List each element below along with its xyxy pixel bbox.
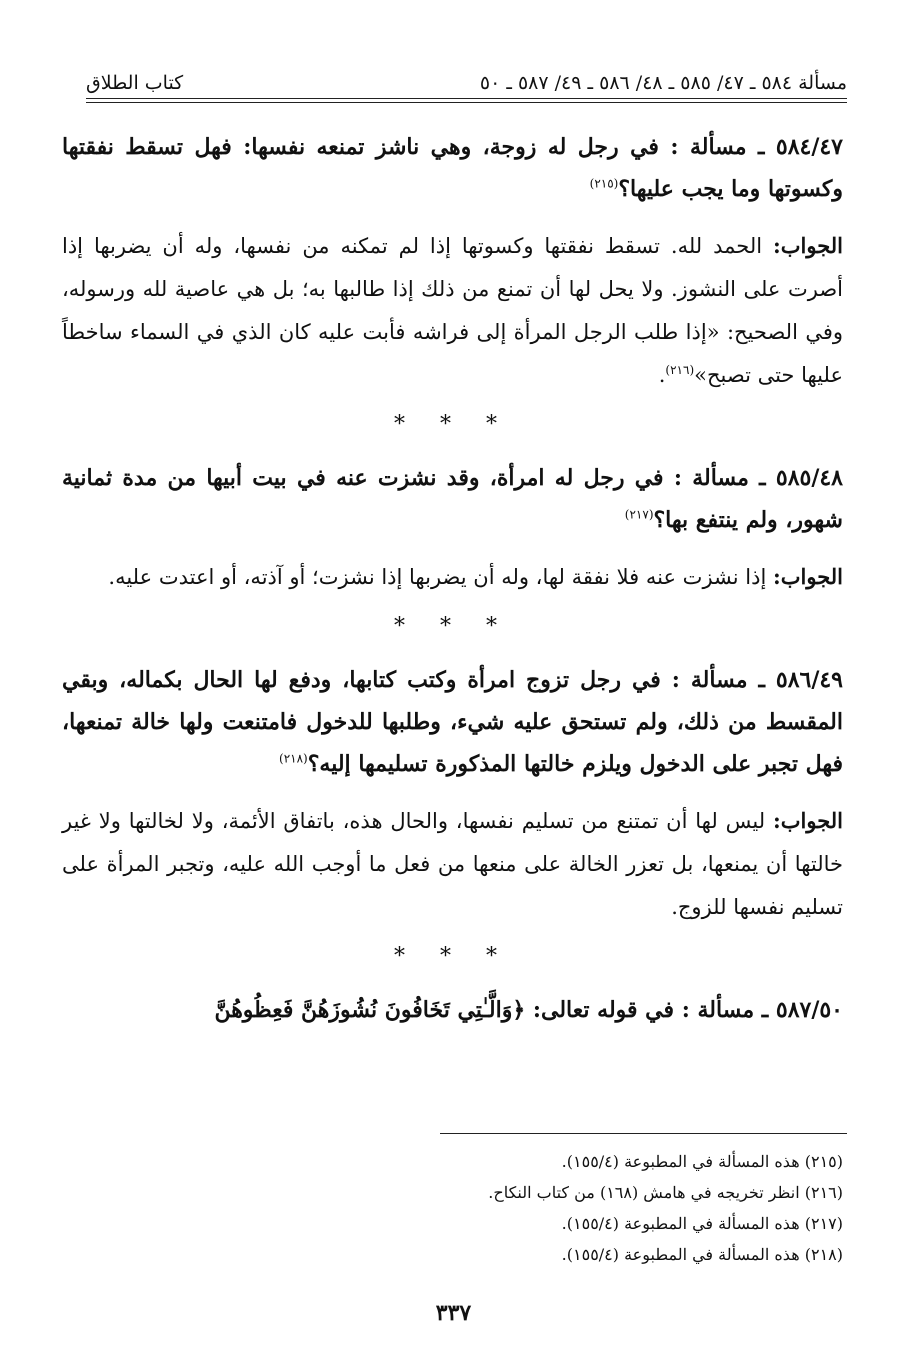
header-book-title: كتاب الطلاق bbox=[86, 72, 184, 94]
running-header bbox=[86, 58, 847, 94]
answer-text: ليس لها أن تمتنع من تسليم نفسها، والحال هذه، باتفاق الأئمة، ولا لخالتها ولا غير خالتها أن يمنعها، بل تعزر الخالة على منعها من فعل ما أوجب الله عليه، وتجبر المرأة على تسليم نفسها للزوج. bbox=[62, 809, 843, 919]
footnote-ref: (٢١٧) bbox=[624, 507, 654, 522]
question-number: ٥٨٥/٤٨ ـ مسألة : bbox=[673, 465, 843, 491]
answer-end: . bbox=[658, 363, 666, 387]
footnotes bbox=[80, 1146, 843, 1270]
question-585 bbox=[62, 457, 843, 541]
header-issue-range: مسألة ٥٨٤ ـ ٤٧/ ٥٨٥ ـ ٤٨/ ٥٨٦ ـ ٤٩/ ٥٨٧ ـ ٥٠ bbox=[479, 72, 847, 94]
question-587 bbox=[62, 989, 843, 1031]
question-number: ٥٨٧/٥٠ ـ مسألة : bbox=[681, 997, 843, 1023]
page-number: ٣٣٧ bbox=[435, 1300, 472, 1326]
footnote-rule bbox=[440, 1133, 847, 1134]
answer-text: إذا نشزت عنه فلا نفقة لها، وله أن يضربها إذا نشزت؛ أو آذته، أو اعتدت عليه. bbox=[108, 565, 767, 589]
answer-585 bbox=[62, 555, 843, 599]
main-text bbox=[62, 126, 843, 1031]
footnote-ref: (٢١٨) bbox=[279, 751, 308, 766]
answer-584 bbox=[62, 224, 843, 397]
header-rule bbox=[86, 98, 847, 99]
question-number: ٥٨٦/٤٩ ـ مسألة : bbox=[671, 667, 843, 693]
section-separator: * * * bbox=[394, 944, 511, 969]
question-text: في رجل له امرأة، وقد نشزت عنه في بيت أبيها من مدة ثمانية شهور، ولم ينتفع بها؟ bbox=[62, 465, 843, 533]
answer-label: الجواب: bbox=[773, 233, 843, 258]
footnote-218: (٢١٨) هذه المسألة في المطبوعة (١٥٥/٤). bbox=[561, 1245, 843, 1264]
question-586 bbox=[62, 659, 843, 785]
question-text: في رجل له زوجة، وهي ناشز تمنعه نفسها: فهل تسقط نفقتها وكسوتها وما يجب عليها؟ bbox=[62, 134, 843, 202]
header-rule-thin bbox=[86, 102, 847, 103]
question-text: في رجل تزوج امرأة وكتب كتابها، ودفع لها الحال بكماله، وبقي المقسط من ذلك، ولم تستحق عليه شيء، وطلبها للدخول فامتنعت ولها خالة تمنعها، فهل تجبر على الدخول ويلزم خالتها المذكورة تسليمها إليه؟ bbox=[62, 667, 843, 777]
footnote-215: (٢١٥) هذه المسألة في المطبوعة (١٥٥/٤). bbox=[561, 1152, 843, 1171]
footnote-217: (٢١٧) هذه المسألة في المطبوعة (١٥٥/٤). bbox=[561, 1214, 843, 1233]
section-separator: * * * bbox=[394, 412, 511, 437]
question-number: ٥٨٤/٤٧ ـ مسألة : bbox=[670, 134, 843, 160]
question-text: في قوله تعالى: ﴿وَالَّـٰتِي تَخَافُونَ نُشُوزَهُنَّ فَعِظُوهُنَّ bbox=[214, 997, 675, 1023]
footnote-ref: (٢١٥) bbox=[589, 176, 619, 191]
answer-586 bbox=[62, 799, 843, 929]
section-separator: * * * bbox=[394, 614, 511, 639]
answer-label: الجواب: bbox=[773, 564, 843, 589]
footnote-216: (٢١٦) انظر تخريجه في هامش (١٦٨) من كتاب النكاح. bbox=[488, 1183, 843, 1202]
footnote-ref: (٢١٦) bbox=[665, 363, 695, 377]
answer-text: الحمد لله. تسقط نفقتها وكسوتها إذا لم تمكنه من نفسها، وله أن يضربها إذا أصرت على النشوز. ولا يحل لها أن تمنع من ذلك إذا طالبها به؛ بل هي عاصية لله ورسوله، وفي الصحيح: «إذا طلب الرجل المرأة إلى فراشه فأبت عليه كان الذي في السماء ساخطاً عليها حتى تصبح» bbox=[62, 234, 843, 387]
answer-label: الجواب: bbox=[772, 808, 843, 833]
question-584 bbox=[62, 126, 843, 210]
